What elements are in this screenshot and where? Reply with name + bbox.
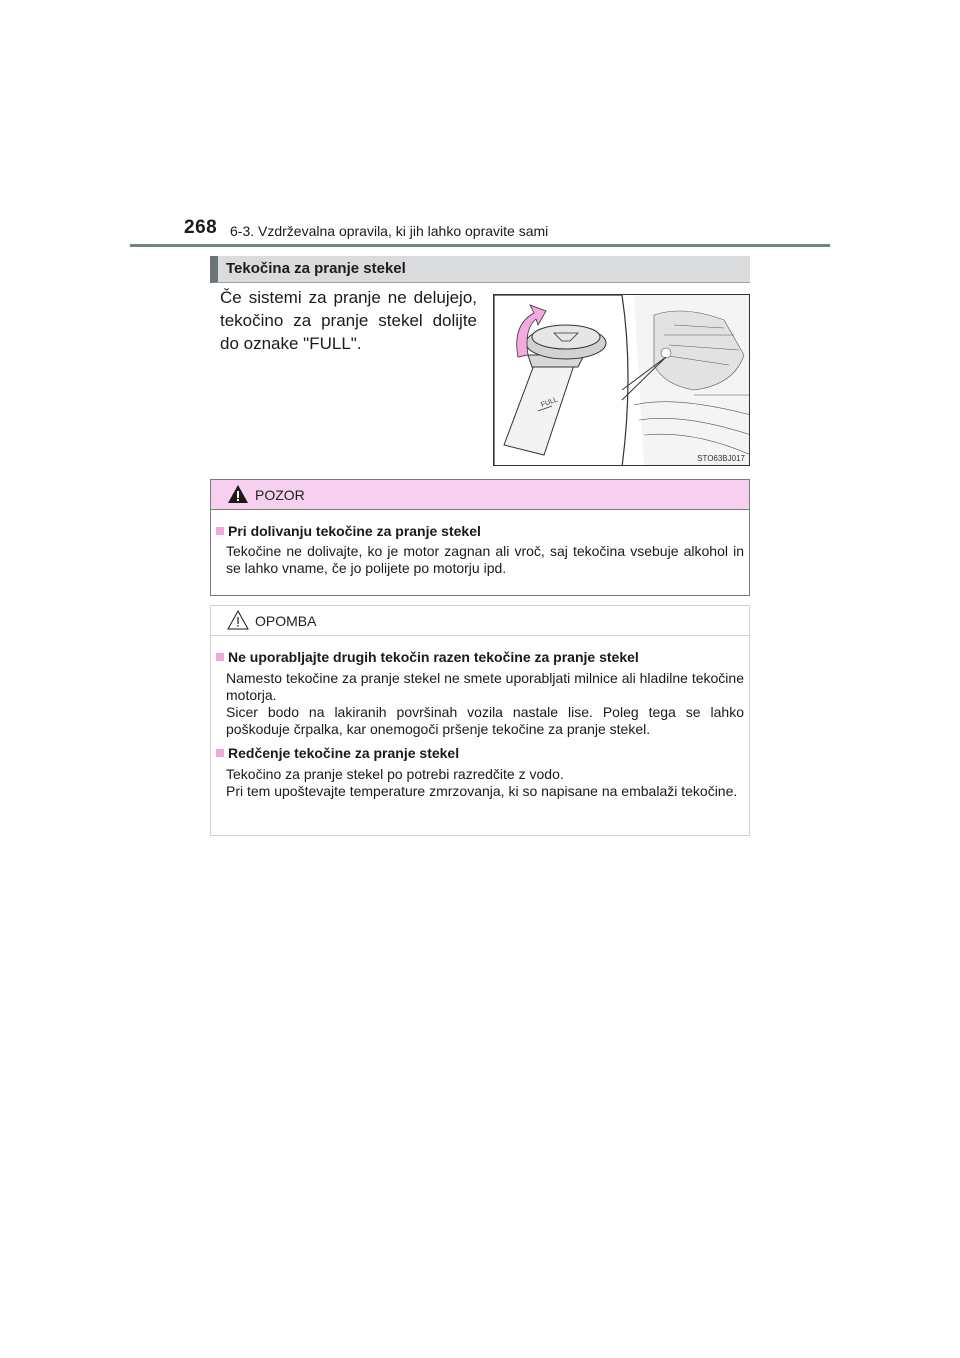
- section-title: Tekočina za pranje stekel: [226, 260, 406, 277]
- washer-fluid-illustration: [493, 294, 750, 466]
- caution-item: [216, 522, 744, 577]
- caution-box: [210, 479, 750, 596]
- page-number: 268: [184, 217, 218, 238]
- notice-item-text: Namesto tekočine za pranje stekel ne smete uporabljati milnice ali hladilne tekočine motorja. Sicer bodo na lakiranih površinah vozila nastale lise. Poleg tega se lahko poškoduje črpalka, kar onemogoči pršenje tekočine za pranje stekel.: [226, 670, 744, 737]
- caution-item-text: Tekočine ne dolivajte, ko je motor zagnan ali vroč, saj tekočina vsebuje alkohol in se lahko vname, če jo polijete po motorju ipd.: [226, 543, 744, 576]
- caution-header: [211, 480, 749, 510]
- notice-item-heading: Ne uporabljajte drugih tekočin razen tekočine za pranje stekel: [216, 648, 744, 666]
- chapter-title: 6-3. Vzdrževalna opravila, ki jih lahko opravite sami: [230, 223, 549, 239]
- intro-text: Če sistemi za pranje ne delujejo, tekočino za pranje stekel dolijte do oznake "FULL".: [220, 288, 477, 353]
- bullet-square-icon: [216, 527, 224, 535]
- section-heading: [210, 256, 750, 283]
- bullet-square-icon: [216, 749, 224, 757]
- header-rule: [130, 244, 830, 247]
- notice-item-2: [216, 744, 744, 800]
- notice-header: [211, 606, 749, 636]
- notice-item-1: [216, 648, 744, 738]
- notice-triangle-icon: [227, 609, 249, 631]
- bullet-square-icon: [216, 653, 224, 661]
- caution-title: POZOR: [255, 487, 305, 503]
- caution-item-heading: Pri dolivanju tekočine za pranje stekel: [216, 522, 744, 540]
- notice-box: [210, 605, 750, 836]
- notice-item-heading: Redčenje tekočine za pranje stekel: [216, 744, 744, 762]
- warning-triangle-icon: [227, 483, 249, 505]
- notice-item-text: Tekočino za pranje stekel po potrebi razredčite z vodo. Pri tem upoštevajte temperature zmrzovanja, ki so napisane na embalaži tekočine.: [226, 766, 738, 799]
- full-mark-label: FULL: [540, 396, 559, 409]
- notice-title: OPOMBA: [255, 613, 317, 629]
- figure-code: STO63BJ017: [697, 454, 745, 463]
- illustration-drawing: [494, 295, 750, 466]
